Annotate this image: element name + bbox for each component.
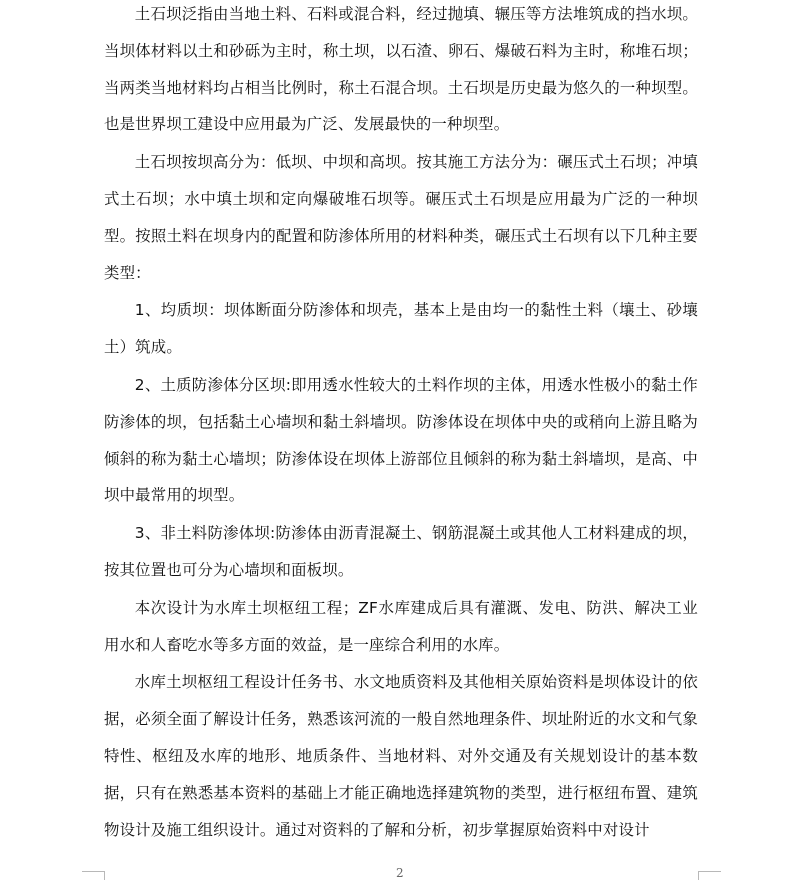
- paragraph-homogeneous-dam: 1、均质坝：坝体断面分防渗体和坝壳，基本上是由均一的黏性土料（壤土、砂壤土）筑成。: [104, 301, 698, 357]
- document-body: [104, 0, 698, 849]
- page-number: 2: [396, 866, 404, 880]
- paragraph-design-basis: 水库土坝枢纽工程设计任务书、水文地质资料及其他相关原始资料是坝体设计的依据，必须全面了解设计任务，熟悉该河流的一般自然地理条件、坝址附近的水文和气象特性、枢纽及水库的地形、地质条件、当地材料、对外交通及有关规划设计的基本数据，只有在熟悉基本资料的基础上才能正确地选择建筑物的类型，进行枢纽布置、建筑物设计及施工组织设计。通过对资料的了解和分析，初步掌握原始资料中对设计: [104, 673, 698, 839]
- paragraph-project-description: 本次设计为水库土坝枢纽工程；ZF水库建成后具有灌溉、发电、防洪、解决工业用水和人畜吃水等多方面的效益，是一座综合利用的水库。: [104, 598, 698, 654]
- paragraph-non-earth-core-dam: 3、非土料防渗体坝:防渗体由沥青混凝土、钢筋混凝土或其他人工材料建成的坝，按其位置也可分为心墙坝和面板坝。: [104, 524, 698, 579]
- paragraph-dam-classification: 土石坝按坝高分为：低坝、中坝和高坝。按其施工方法分为：碾压式土石坝；冲填式土石坝；水中填土坝和定向爆破堆石坝等。碾压式土石坝是应用最为广泛的一种坝型。按照土料在坝身内的配置和防渗体所用的材料种类，碾压式土石坝有以下几种主要类型：: [104, 153, 698, 282]
- paragraph-earth-rock-dam-definition: 土石坝泛指由当地土料、石料或混合料，经过抛填、辗压等方法堆筑成的挡水坝。当坝体材料以土和砂砾为主时，称土坝，以石渣、卵石、爆破石料为主时，称堆石坝；当两类当地材料均占相当比例时，称土石混合坝。土石坝是历史最为悠久的一种坝型。也是世界坝工建设中应用最为广泛、发展最快的一种坝型。: [104, 5, 698, 134]
- paragraph-zoned-dam: 2、土质防渗体分区坝:即用透水性较大的土料作坝的主体，用透水性极小的黏土作防渗体的坝，包括黏土心墙坝和黏土斜墙坝。防渗体设在坝体中央的或稍向上游且略为倾斜的称为黏土心墙坝；防渗体设在坝体上游部位且倾斜的称为黏土斜墙坝，是高、中坝中最常用的坝型。: [104, 375, 698, 505]
